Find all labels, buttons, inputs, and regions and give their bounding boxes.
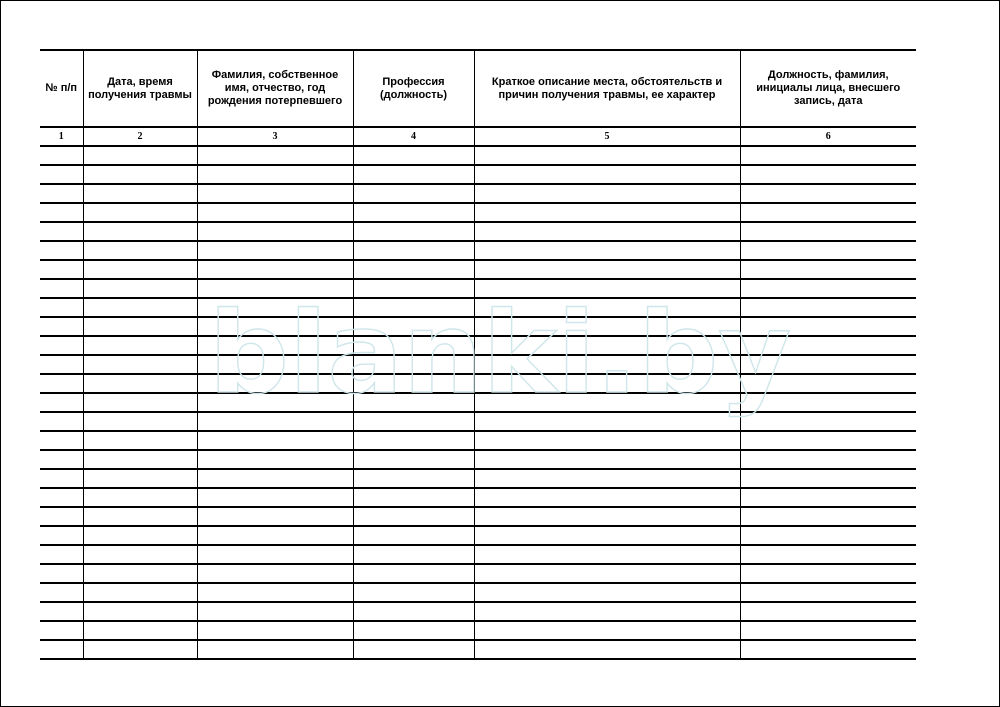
- table-cell: [474, 393, 740, 412]
- table-cell: [197, 317, 353, 336]
- table-cell: [197, 621, 353, 640]
- watermark-text: blanki.by: [208, 289, 792, 419]
- table-cell: [474, 564, 740, 583]
- table-cell: [40, 583, 83, 602]
- table-cell: [474, 621, 740, 640]
- table-cell: [40, 507, 83, 526]
- table-cell: [474, 184, 740, 203]
- table-cell: [353, 431, 474, 450]
- table-cell: [83, 260, 197, 279]
- table-cell: [197, 260, 353, 279]
- table-cell: [40, 317, 83, 336]
- table-cell: [474, 450, 740, 469]
- table-row: [40, 621, 916, 640]
- table-cell: [353, 640, 474, 659]
- table-cell: [740, 336, 916, 355]
- table-cell: [83, 431, 197, 450]
- table-cell: [83, 298, 197, 317]
- table-cell: [40, 602, 83, 621]
- table-cell: [83, 602, 197, 621]
- table-cell: [197, 165, 353, 184]
- table-cell: [474, 583, 740, 602]
- table-cell: [83, 507, 197, 526]
- table-row: [40, 469, 916, 488]
- table-cell: [197, 564, 353, 583]
- table-row: [40, 488, 916, 507]
- table-cell: [474, 374, 740, 393]
- table-cell: [353, 526, 474, 545]
- table-cell: [740, 488, 916, 507]
- column-header-description: Краткое описание места, обстоятельств и причин получения травмы, ее характер: [474, 50, 740, 127]
- table-cell: [353, 203, 474, 222]
- table-cell: [474, 488, 740, 507]
- table-cell: [740, 317, 916, 336]
- header-row: [40, 50, 916, 127]
- column-number: 3: [197, 127, 353, 146]
- table-cell: [353, 545, 474, 564]
- table-cell: [740, 450, 916, 469]
- table-cell: [353, 450, 474, 469]
- table-cell: [83, 545, 197, 564]
- table-cell: [197, 241, 353, 260]
- table-row: [40, 241, 916, 260]
- table-cell: [353, 298, 474, 317]
- table-cell: [474, 336, 740, 355]
- table-cell: [740, 602, 916, 621]
- table-cell: [40, 298, 83, 317]
- table-cell: [83, 317, 197, 336]
- table-cell: [740, 469, 916, 488]
- table-cell: [197, 146, 353, 165]
- table-cell: [353, 165, 474, 184]
- table-cell: [40, 203, 83, 222]
- table-cell: [740, 374, 916, 393]
- table-cell: [40, 621, 83, 640]
- table-cell: [197, 222, 353, 241]
- column-number: 4: [353, 127, 474, 146]
- table-cell: [83, 640, 197, 659]
- table-row: [40, 355, 916, 374]
- table-row: [40, 279, 916, 298]
- table-cell: [83, 146, 197, 165]
- table-cell: [353, 583, 474, 602]
- table-cell: [740, 260, 916, 279]
- table-cell: [40, 279, 83, 298]
- table-cell: [83, 412, 197, 431]
- table-row: [40, 298, 916, 317]
- table-cell: [353, 412, 474, 431]
- table-cell: [474, 146, 740, 165]
- table-cell: [197, 374, 353, 393]
- table-cell: [197, 640, 353, 659]
- table-cell: [353, 336, 474, 355]
- column-number-row: [40, 127, 916, 146]
- table-cell: [40, 393, 83, 412]
- table-cell: [474, 317, 740, 336]
- table-row: [40, 545, 916, 564]
- table-row: [40, 374, 916, 393]
- table-cell: [83, 355, 197, 374]
- table-cell: [197, 355, 353, 374]
- table-cell: [197, 488, 353, 507]
- table-cell: [40, 241, 83, 260]
- column-number: 5: [474, 127, 740, 146]
- table-row: [40, 583, 916, 602]
- table-row: [40, 602, 916, 621]
- column-header-injury-datetime: Дата, время получения травмы: [83, 50, 197, 127]
- table-cell: [40, 488, 83, 507]
- table-cell: [740, 165, 916, 184]
- table-cell: [40, 355, 83, 374]
- table-row: [40, 203, 916, 222]
- table-cell: [474, 203, 740, 222]
- table-row: [40, 184, 916, 203]
- table-cell: [740, 393, 916, 412]
- table-cell: [740, 146, 916, 165]
- table-cell: [83, 222, 197, 241]
- table-cell: [83, 469, 197, 488]
- table-cell: [474, 469, 740, 488]
- table-cell: [40, 374, 83, 393]
- table-cell: [83, 184, 197, 203]
- table-cell: [40, 431, 83, 450]
- table-row: [40, 507, 916, 526]
- table-cell: [40, 184, 83, 203]
- table-cell: [83, 203, 197, 222]
- table-cell: [353, 184, 474, 203]
- table-cell: [353, 488, 474, 507]
- table-cell: [740, 241, 916, 260]
- table-cell: [740, 431, 916, 450]
- table-cell: [740, 545, 916, 564]
- table-cell: [40, 336, 83, 355]
- table-cell: [740, 279, 916, 298]
- table-cell: [197, 279, 353, 298]
- table-cell: [474, 507, 740, 526]
- table-row: [40, 336, 916, 355]
- table-row: [40, 431, 916, 450]
- table-cell: [740, 355, 916, 374]
- table-cell: [40, 146, 83, 165]
- table-cell: [83, 336, 197, 355]
- table-cell: [474, 526, 740, 545]
- table-cell: [40, 526, 83, 545]
- table-row: [40, 526, 916, 545]
- table-row: [40, 640, 916, 659]
- table-cell: [40, 450, 83, 469]
- table-cell: [197, 507, 353, 526]
- table-cell: [474, 640, 740, 659]
- table-cell: [353, 602, 474, 621]
- table-cell: [40, 469, 83, 488]
- table-row: [40, 222, 916, 241]
- table-cell: [83, 564, 197, 583]
- table-cell: [740, 583, 916, 602]
- table-cell: [474, 355, 740, 374]
- table-cell: [83, 393, 197, 412]
- column-header-victim-name: Фамилия, собственное имя, отчество, год рождения потерпевшего: [197, 50, 353, 127]
- table-cell: [740, 412, 916, 431]
- table-cell: [353, 564, 474, 583]
- table-cell: [40, 412, 83, 431]
- table-cell: [40, 545, 83, 564]
- column-number: 1: [40, 127, 83, 146]
- table-row: [40, 393, 916, 412]
- column-header-profession: Профессия (должность): [353, 50, 474, 127]
- table-cell: [353, 222, 474, 241]
- table-cell: [474, 241, 740, 260]
- table-cell: [474, 298, 740, 317]
- table-cell: [740, 222, 916, 241]
- table-cell: [474, 222, 740, 241]
- table-cell: [197, 469, 353, 488]
- table-cell: [197, 545, 353, 564]
- table-row: [40, 146, 916, 165]
- table-cell: [197, 298, 353, 317]
- table-cell: [83, 621, 197, 640]
- table-cell: [353, 146, 474, 165]
- table-cell: [83, 279, 197, 298]
- table-cell: [83, 583, 197, 602]
- column-header-recorder: Должность, фамилия, инициалы лица, внесшего запись, дата: [740, 50, 916, 127]
- table-cell: [197, 526, 353, 545]
- table-cell: [353, 279, 474, 298]
- table-cell: [740, 298, 916, 317]
- table-cell: [474, 431, 740, 450]
- table-cell: [197, 583, 353, 602]
- table-cell: [83, 374, 197, 393]
- table-cell: [353, 621, 474, 640]
- injury-journal-table: [40, 49, 916, 660]
- table-cell: [353, 355, 474, 374]
- table-cell: [197, 450, 353, 469]
- table-row: [40, 165, 916, 184]
- table-cell: [474, 602, 740, 621]
- table-cell: [474, 279, 740, 298]
- table-cell: [197, 184, 353, 203]
- table-row: [40, 564, 916, 583]
- table-cell: [40, 222, 83, 241]
- table-cell: [197, 412, 353, 431]
- table-cell: [40, 165, 83, 184]
- table-row: [40, 260, 916, 279]
- table-row: [40, 412, 916, 431]
- table-cell: [83, 450, 197, 469]
- table-cell: [740, 640, 916, 659]
- table-cell: [353, 507, 474, 526]
- table-cell: [740, 564, 916, 583]
- table-cell: [83, 241, 197, 260]
- table-cell: [40, 640, 83, 659]
- column-number: 6: [740, 127, 916, 146]
- table-cell: [40, 564, 83, 583]
- table-cell: [353, 260, 474, 279]
- table-cell: [474, 412, 740, 431]
- table-cell: [197, 203, 353, 222]
- table-cell: [197, 602, 353, 621]
- table-body: [40, 146, 916, 659]
- table-cell: [353, 374, 474, 393]
- table-cell: [740, 507, 916, 526]
- table-cell: [197, 393, 353, 412]
- table-cell: [353, 317, 474, 336]
- table-cell: [740, 184, 916, 203]
- table-cell: [353, 241, 474, 260]
- table-cell: [83, 165, 197, 184]
- table-cell: [40, 260, 83, 279]
- table-cell: [474, 260, 740, 279]
- table-cell: [474, 545, 740, 564]
- column-number: 2: [83, 127, 197, 146]
- table-cell: [740, 621, 916, 640]
- table-cell: [83, 488, 197, 507]
- table-cell: [353, 393, 474, 412]
- table-cell: [197, 431, 353, 450]
- table-cell: [83, 526, 197, 545]
- table-row: [40, 317, 916, 336]
- table-cell: [353, 469, 474, 488]
- table-cell: [740, 203, 916, 222]
- table-cell: [197, 336, 353, 355]
- table-cell: [740, 526, 916, 545]
- table-cell: [474, 165, 740, 184]
- column-header-number: № п/п: [40, 50, 83, 127]
- table-row: [40, 450, 916, 469]
